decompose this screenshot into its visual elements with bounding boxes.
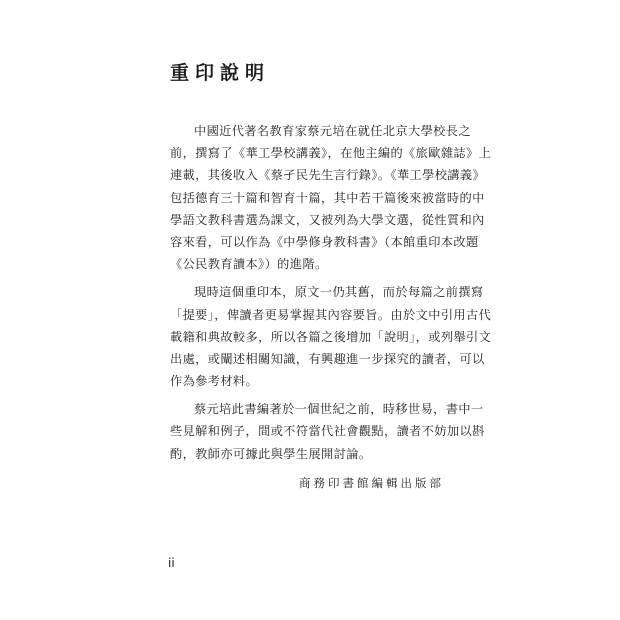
text-line: 作為參考材料。 bbox=[170, 374, 259, 389]
text-line: 學語文教科書選為課文，又被列為大學文選，從性質和內 bbox=[170, 212, 485, 227]
text-line: 中國近代著名教育家蔡元培在就任北京大學校長之 bbox=[194, 124, 471, 138]
text-line: 出處，或闡述相關知識，有興趣進一步探究的讀者，可以 bbox=[170, 351, 485, 366]
text-line: 酌，教師亦可據此與學生展開討論。 bbox=[170, 446, 372, 461]
text-line: 容來看，可以作為《中學修身教科書》（本館重印本改題 bbox=[170, 234, 479, 249]
text-line: 包括德育三十篇和智育十篇，其中若干篇後來被當時的中 bbox=[170, 190, 485, 205]
text-line: 些見解和例子，間或不符當代社會觀點，讀者不妨加以斟 bbox=[170, 424, 485, 439]
text-line: 連載，其後收入《蔡孑民先生言行錄》。《華工學校講義》 bbox=[170, 168, 486, 183]
paragraph-1 bbox=[170, 120, 492, 275]
text-line: 《公民教育讀本》）的進階。 bbox=[170, 257, 328, 272]
page-number: ii bbox=[168, 556, 175, 570]
body-text bbox=[170, 120, 492, 471]
page-title: 重印說明 bbox=[170, 62, 271, 84]
text-line: 前，撰寫了《華工學校講義》，在他主編的《旅歐雜誌》上 bbox=[170, 146, 492, 161]
paragraph-2 bbox=[170, 281, 492, 392]
text-line: 「提要」，俾讀者更易掌握其內容要旨。由於文中引用古代 bbox=[170, 307, 492, 322]
paragraph-3 bbox=[170, 398, 485, 465]
text-line: 現時這個重印本，原文一仍其舊，而於每篇之前撰寫 bbox=[194, 285, 484, 300]
text-line: 載籍和典故較多，所以各篇之後增加「說明」，或列舉引文 bbox=[170, 329, 492, 344]
text-line: 蔡元培此書編著於一個世紀之前，時移世易，書中一 bbox=[194, 402, 484, 417]
publisher-signature: 商務印書館編輯出版部 bbox=[299, 476, 444, 490]
